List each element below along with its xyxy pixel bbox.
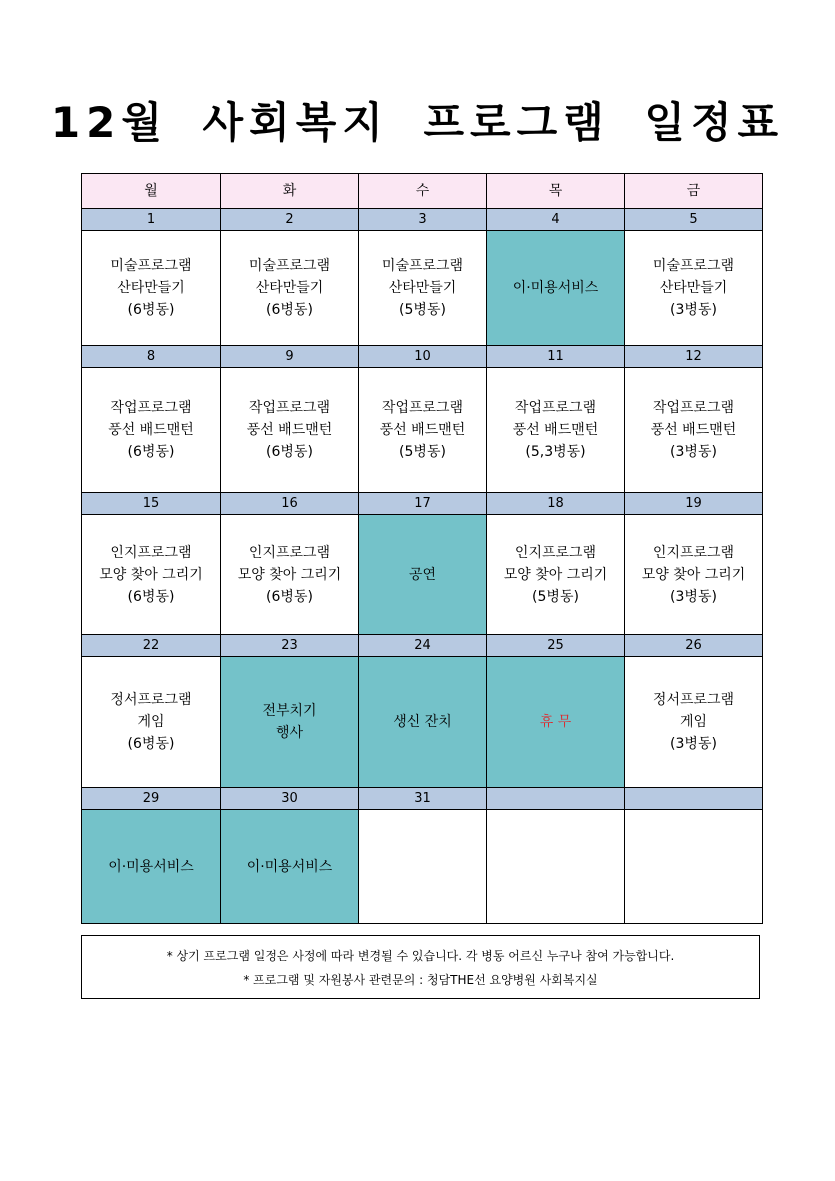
program-row <box>82 368 763 493</box>
program-line: 산타만들기 <box>659 280 728 296</box>
empty-cell <box>359 810 487 924</box>
date-row <box>82 493 763 515</box>
program-cell <box>221 515 359 635</box>
program-line: 인지프로그램 <box>248 544 331 561</box>
date-cell: 25 <box>487 635 625 657</box>
program-line: 미술프로그램 <box>381 258 464 274</box>
date-cell: 19 <box>625 493 763 515</box>
program-line: (3병동) <box>670 302 717 318</box>
program-line: 작업프로그램 <box>381 400 464 416</box>
program-cell <box>82 231 221 346</box>
date-cell: 8 <box>82 346 221 368</box>
weekday-thu: 목 <box>487 174 625 209</box>
program-line: 정서프로그램 <box>110 692 192 708</box>
program-cell <box>82 810 221 924</box>
program-line: 게임 <box>679 714 708 730</box>
program-line: (6병동) <box>127 444 175 460</box>
program-line: 작업프로그램 <box>514 400 597 416</box>
program-line: 모양 찾아 그리기 <box>641 566 746 583</box>
date-cell: 23 <box>221 635 359 657</box>
program-line: 행사 <box>275 725 304 741</box>
weekday-header-row <box>82 174 763 209</box>
date-cell: 26 <box>625 635 763 657</box>
program-line: 정서프로그램 <box>652 692 735 708</box>
date-cell <box>625 788 763 810</box>
program-line: 작업프로그램 <box>110 400 192 416</box>
date-cell <box>487 788 625 810</box>
program-line: (3병동) <box>670 588 717 605</box>
weekday-wed: 수 <box>359 174 487 209</box>
program-line: 모양 찾아 그리기 <box>99 566 203 583</box>
weekday-fri: 금 <box>625 174 763 209</box>
date-cell: 5 <box>625 209 763 231</box>
closed-label: 휴 무 <box>539 714 572 730</box>
date-cell: 30 <box>221 788 359 810</box>
program-line: (6병동) <box>127 588 175 605</box>
program-cell <box>359 515 487 635</box>
program-line: 게임 <box>137 714 165 730</box>
date-cell: 18 <box>487 493 625 515</box>
program-line: 작업프로그램 <box>652 400 735 416</box>
date-cell: 11 <box>487 346 625 368</box>
date-cell: 1 <box>82 209 221 231</box>
program-cell <box>359 657 487 788</box>
program-line: (6병동) <box>266 588 313 605</box>
note-schedule-change: * 상기 프로그램 일정은 사정에 따라 변경될 수 있습니다. 각 병동 어르신 누구나 참여 가능합니다. <box>166 949 675 963</box>
page-title: 12월 사회복지 프로그램 일정표 <box>50 98 785 147</box>
program-row <box>82 657 763 788</box>
date-row <box>82 346 763 368</box>
program-line: 미술프로그램 <box>248 258 331 274</box>
program-cell <box>221 657 359 788</box>
program-line: 모양 찾아 그리기 <box>237 566 342 583</box>
program-cell <box>82 515 221 635</box>
program-line: 인지프로그램 <box>514 544 597 561</box>
program-cell <box>221 231 359 346</box>
program-cell <box>625 368 763 493</box>
program-line: 작업프로그램 <box>248 400 331 416</box>
date-cell: 4 <box>487 209 625 231</box>
program-line: 풍선 배드맨턴 <box>379 422 466 438</box>
program-cell <box>487 657 625 788</box>
weekday-tue: 화 <box>221 174 359 209</box>
program-line: (6병동) <box>266 444 313 460</box>
program-line: (3병동) <box>670 444 717 460</box>
note-contact: * 프로그램 및 자원봉사 관련문의 : 청담THE선 요양병원 사회복지실 <box>243 973 598 987</box>
schedule-calendar <box>81 173 763 924</box>
date-cell: 3 <box>359 209 487 231</box>
date-row <box>82 788 763 810</box>
program-line: (6병동) <box>266 302 313 318</box>
date-cell: 31 <box>359 788 487 810</box>
program-line: 인지프로그램 <box>652 544 735 561</box>
program-cell <box>221 810 359 924</box>
program-line: (6병동) <box>127 302 175 318</box>
program-line: 이·미용서비스 <box>108 858 194 875</box>
program-line: 이·미용서비스 <box>512 280 599 296</box>
program-line: 이·미용서비스 <box>246 858 333 875</box>
program-line: 공연 <box>408 566 437 583</box>
program-line: (6병동) <box>127 736 175 752</box>
date-row <box>82 209 763 231</box>
program-cell <box>221 368 359 493</box>
program-line: 산타만들기 <box>255 280 324 296</box>
date-cell: 15 <box>82 493 221 515</box>
empty-cell <box>625 810 763 924</box>
program-cell <box>625 515 763 635</box>
program-line: (3병동) <box>670 736 717 752</box>
program-line: (5병동) <box>532 588 579 605</box>
program-line: 전부치기 <box>262 703 317 719</box>
program-line: (5,3병동) <box>525 444 586 460</box>
program-line: 풍선 배드맨턴 <box>246 422 333 438</box>
empty-cell <box>487 810 625 924</box>
program-row <box>82 231 763 346</box>
program-line: 산타만들기 <box>117 280 185 296</box>
program-line: 모양 찾아 그리기 <box>503 566 608 583</box>
date-cell: 29 <box>82 788 221 810</box>
program-cell <box>625 657 763 788</box>
date-row <box>82 635 763 657</box>
date-cell: 10 <box>359 346 487 368</box>
date-cell: 9 <box>221 346 359 368</box>
program-cell <box>625 231 763 346</box>
program-cell <box>487 231 625 346</box>
program-cell <box>487 515 625 635</box>
program-line: 생신 잔치 <box>393 714 452 730</box>
program-line: 풍선 배드맨턴 <box>650 422 737 438</box>
date-cell: 12 <box>625 346 763 368</box>
program-row <box>82 515 763 635</box>
weekday-mon: 월 <box>82 174 221 209</box>
program-line: 산타만들기 <box>388 280 457 296</box>
date-cell: 24 <box>359 635 487 657</box>
program-line: 미술프로그램 <box>652 258 735 274</box>
notes-box <box>81 935 760 999</box>
date-cell: 2 <box>221 209 359 231</box>
date-cell: 16 <box>221 493 359 515</box>
date-cell: 17 <box>359 493 487 515</box>
program-line: 미술프로그램 <box>110 258 192 274</box>
program-cell <box>82 657 221 788</box>
date-cell: 22 <box>82 635 221 657</box>
program-line: (5병동) <box>399 302 446 318</box>
program-line: 풍선 배드맨턴 <box>512 422 599 438</box>
program-line: 인지프로그램 <box>110 544 192 561</box>
program-cell <box>82 368 221 493</box>
program-cell <box>487 368 625 493</box>
program-row <box>82 810 763 924</box>
program-cell <box>359 368 487 493</box>
program-line: 풍선 배드맨턴 <box>108 422 194 438</box>
program-line: (5병동) <box>399 444 446 460</box>
program-cell <box>359 231 487 346</box>
